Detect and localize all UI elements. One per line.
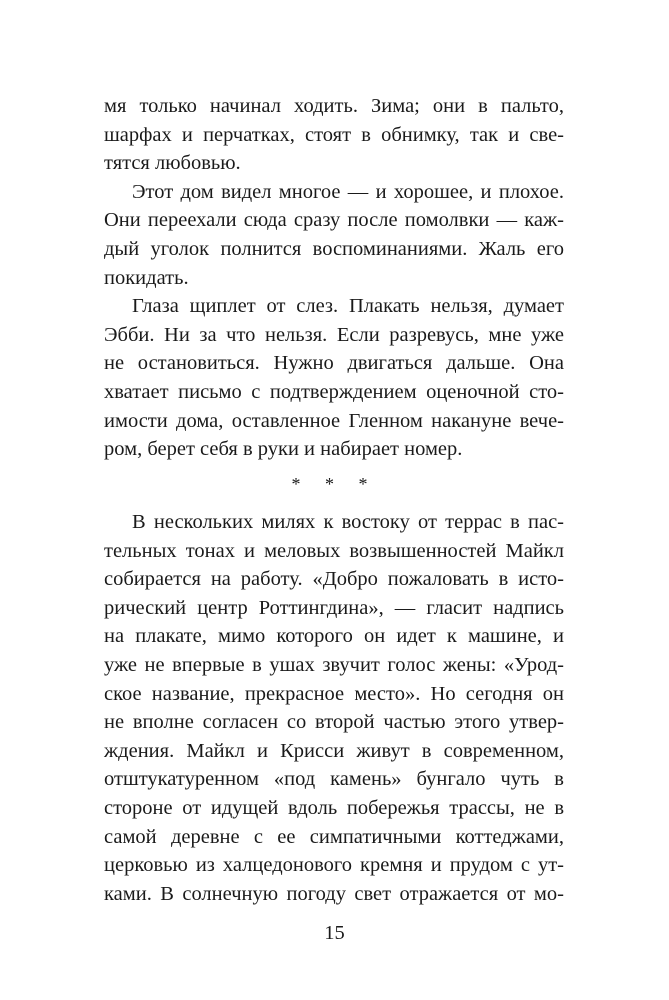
section-separator: * * * (291, 474, 378, 494)
text-line: тятся любовью. (104, 152, 241, 175)
text-line: дый уголок полнится воспоминаниями. Жаль его (104, 237, 564, 260)
text-line: стороне от идущей вдоль побережья трассы, не в (104, 796, 564, 819)
text-line: имости дома, оставленное Гленном накануне вече- (104, 409, 564, 432)
text-line: рический центр Роттингдина», — гласит надпись (104, 596, 564, 619)
text-line: Глаза щиплет от слез. Плакать нельзя, думает (132, 295, 564, 318)
text-line: ками. В солнечную погоду свет отражается от мо- (104, 882, 564, 905)
page-number: 15 (324, 922, 345, 944)
text-line: покидать. (104, 266, 189, 289)
text-line: ждения. Майкл и Крисси живут в современном, (104, 739, 564, 762)
paragraph (104, 178, 564, 292)
text-line: церковью из халцедонового кремня и прудом с ут- (104, 854, 564, 877)
text-line: хватает письмо с подтверждением оценочной сто- (104, 380, 564, 403)
text-line: ром, берет себя в руки и набирает номер. (104, 438, 463, 461)
text-line: на плакате, мимо которого он идет к машине, и (104, 625, 564, 648)
text-line: В нескольких милях к востоку от террас в пас- (132, 511, 564, 533)
text-line: самой деревне с ее симпатичными коттеджами, (104, 825, 564, 848)
text-line: Эбби. Ни за что нельзя. Если разревусь, мне уже (104, 323, 564, 346)
text-line: шарфах и перчатках, стоят в обнимку, так и све- (104, 123, 564, 146)
text-block-bottom (104, 508, 564, 908)
text-line: не остановиться. Нужно двигаться дальше. Она (104, 352, 564, 375)
text-block-top (104, 92, 564, 464)
paragraph (104, 508, 564, 908)
text-line: Этот дом видел многое — и хорошее, и плохое. (132, 180, 564, 203)
paragraph (104, 92, 564, 178)
text-line: уже не впервые в ушах звучит голос жены: «Урод- (104, 653, 564, 676)
text-line: отштукатуренном «под камень» бунгало чуть в (104, 768, 564, 791)
text-line: мя только начинал ходить. Зима; они в пальто, (104, 95, 564, 117)
text-line: Они переехали сюда сразу после помолвки — каж- (104, 209, 564, 232)
text-line: ское название, прекрасное место». Но сегодня он (104, 682, 564, 705)
text-line: не вполне согласен со второй частью этого утвер- (104, 711, 564, 734)
text-line: собирается на работу. «Добро пожаловать в исто- (104, 568, 564, 591)
text-line: тельных тонах и меловых возвышенностей Майкл (104, 539, 564, 562)
paragraph (104, 292, 564, 464)
